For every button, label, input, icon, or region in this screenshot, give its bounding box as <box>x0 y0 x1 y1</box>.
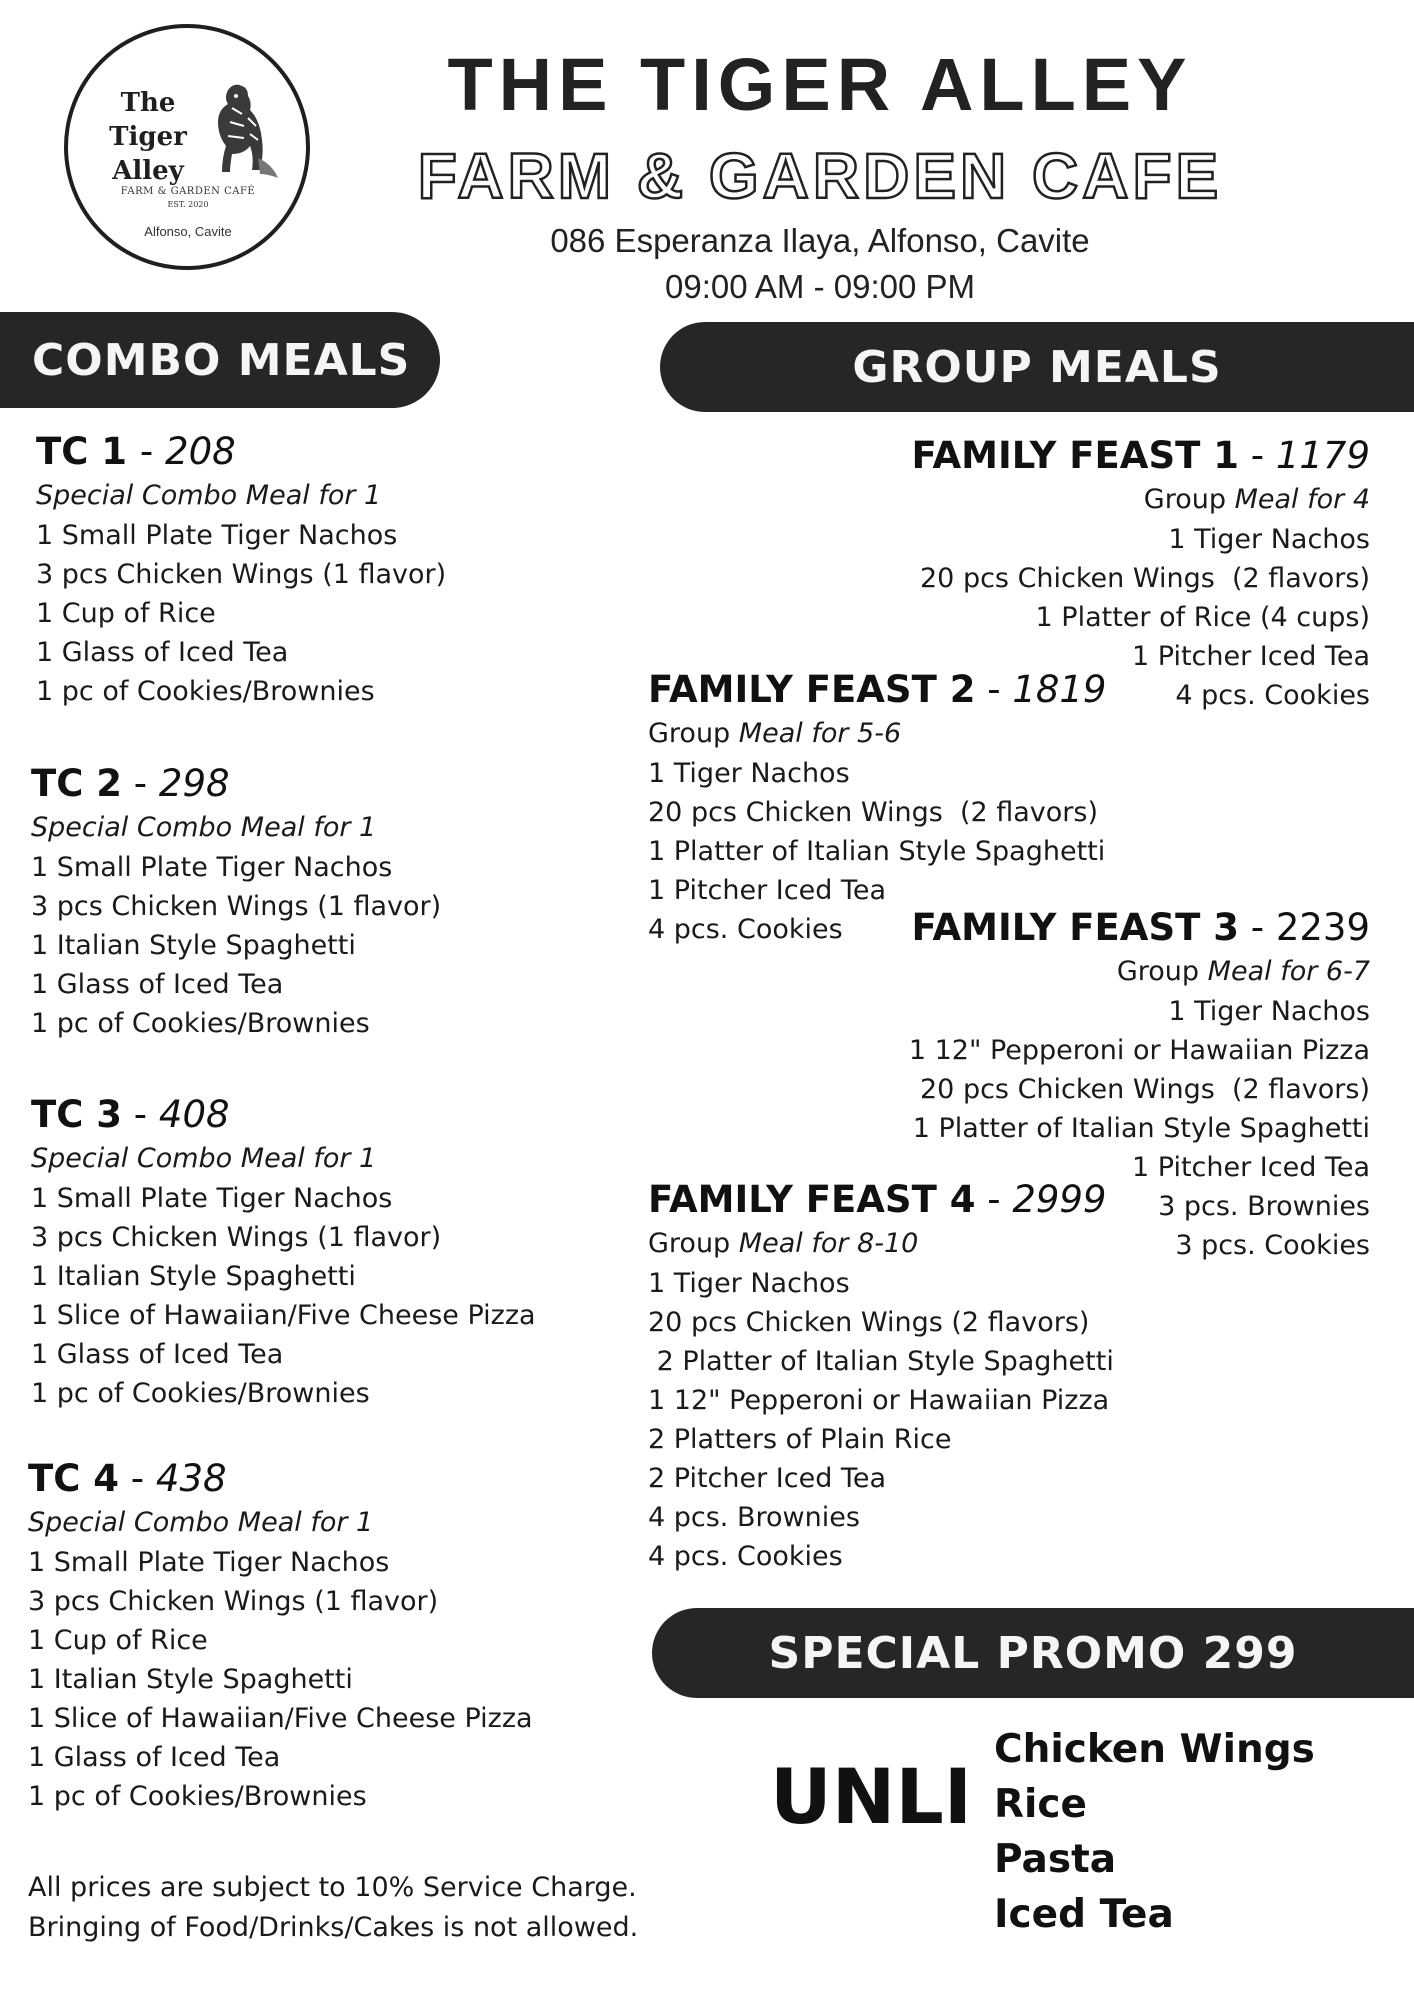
promo-item: Pasta <box>994 1837 1117 1882</box>
logo-name-line: Alley <box>112 156 184 186</box>
menu-line: 1 pc of Cookies/Brownies <box>36 676 375 707</box>
address: 086 Esperanza Ilaya, Alfonso, Cavite <box>550 222 1090 259</box>
desc-part: Meal for 1 <box>240 1143 377 1174</box>
menu-line: 1 pc of Cookies/Brownies <box>28 1781 367 1812</box>
promo-item-list <box>994 1722 1315 1942</box>
menu-item-name: FAMILY FEAST 2 <box>648 668 976 711</box>
promo-item: Chicken Wings <box>994 1727 1315 1772</box>
menu-item-desc <box>36 476 446 516</box>
menu-item-price: 1819 <box>1012 668 1107 711</box>
menu-item-price: 208 <box>165 430 236 473</box>
menu-line: 1 Slice of Hawaiian/Five Cheese Pizza <box>28 1703 533 1734</box>
menu-item-price: 298 <box>158 762 230 805</box>
menu-line: 3 pcs Chicken Wings (1 flavor) <box>28 1586 439 1617</box>
menu-line: 1 Tiger Nachos <box>1168 996 1370 1027</box>
outside-food-note: Bringing of Food/Drinks/Cakes is not allowed. <box>28 1912 639 1943</box>
desc-part: Meal for 6-7 <box>1207 956 1370 987</box>
desc-part: Meal for 8-10 <box>738 1228 919 1259</box>
desc-part: Meal for 1 <box>237 1507 374 1538</box>
combo-tc3 <box>31 1091 536 1413</box>
menu-item-heading: TC 4 - 438 <box>28 1457 227 1500</box>
menu-item-desc <box>912 480 1370 520</box>
menu-line: 1 Platter of Rice (4 cups) <box>1035 602 1370 633</box>
menu-item-desc <box>31 1139 536 1179</box>
menu-line: 1 Pitcher Iced Tea <box>1132 641 1370 672</box>
menu-item-name: FAMILY FEAST 3 <box>911 906 1239 949</box>
menu-line: 1 12" Pepperoni or Hawaiian Pizza <box>908 1035 1370 1066</box>
menu-item-heading: FAMILY FEAST 3 - 2239 <box>911 906 1370 949</box>
menu-line: 3 pcs. Cookies <box>1175 1230 1370 1261</box>
menu-item-price: 438 <box>155 1457 227 1500</box>
desc-part: Meal for 5-6 <box>738 718 902 749</box>
combo-tc4 <box>28 1455 533 1816</box>
menu-item-desc <box>31 808 441 848</box>
logo-location: Alfonso, Cavite <box>144 224 232 239</box>
menu-line: 1 pc of Cookies/Brownies <box>31 1008 370 1039</box>
menu-line: 1 Italian Style Spaghetti <box>31 1261 356 1292</box>
menu-line: 1 pc of Cookies/Brownies <box>31 1378 370 1409</box>
menu-item-price: 2999 <box>1012 1178 1107 1221</box>
menu-item-name: TC 2 <box>31 762 123 805</box>
menu-line: 1 Italian Style Spaghetti <box>28 1664 353 1695</box>
menu-line: 3 pcs. Brownies <box>1158 1191 1370 1222</box>
desc-part: Special Combo <box>31 812 233 843</box>
menu-item-heading: TC 3 - 408 <box>31 1093 230 1136</box>
opening-hours: 09:00 AM - 09:00 PM <box>664 268 975 305</box>
special-promo-banner: SPECIAL PROMO 299 <box>652 1608 1414 1698</box>
menu-line: 1 Slice of Hawaiian/Five Cheese Pizza <box>31 1300 536 1331</box>
group-family-feast-4 <box>648 1176 1114 1576</box>
desc-part: Meal for 4 <box>1234 484 1370 515</box>
menu-item-name: FAMILY FEAST 1 <box>911 434 1239 477</box>
promo-unli-label: UNLI <box>770 1752 973 1841</box>
menu-item-heading: TC 1 - 208 <box>36 430 236 473</box>
page-subtitle: FARM & GARDEN CAFE <box>417 140 1223 212</box>
logo-established: EST. 2020 <box>167 200 209 209</box>
group-meals-banner: GROUP MEALS <box>660 322 1414 412</box>
menu-item-heading: FAMILY FEAST 2 - 1819 <box>648 668 1107 711</box>
menu-line: 1 Small Plate Tiger Nachos <box>28 1547 390 1578</box>
menu-item-name: TC 1 <box>36 430 128 473</box>
menu-line: 1 Pitcher Iced Tea <box>648 875 886 906</box>
menu-item-name: FAMILY FEAST 4 <box>648 1178 976 1221</box>
menu-line: 2 Platter of Italian Style Spaghetti <box>648 1346 1114 1377</box>
menu-line: 1 Small Plate Tiger Nachos <box>31 1183 393 1214</box>
menu-line: 1 Cup of Rice <box>28 1625 208 1656</box>
menu-line: 1 Platter of Italian Style Spaghetti <box>912 1113 1370 1144</box>
desc-part: Group <box>1143 484 1226 515</box>
desc-part: Special Combo <box>36 480 238 511</box>
combo-tc1 <box>36 428 446 711</box>
service-charge-note: All prices are subject to 10% Service Charge. <box>28 1872 637 1903</box>
logo-name <box>108 86 188 188</box>
menu-line: 1 Platter of Italian Style Spaghetti <box>648 836 1106 867</box>
menu-line: 20 pcs Chicken Wings (2 flavors) <box>920 1074 1370 1105</box>
logo-name-line: The <box>120 88 176 118</box>
menu-item-heading: FAMILY FEAST 4 - 2999 <box>648 1178 1107 1221</box>
desc-part: Group <box>648 718 731 749</box>
desc-part: Group <box>648 1228 731 1259</box>
logo-name-line: Tiger <box>109 122 187 152</box>
menu-item-name: TC 3 <box>31 1093 123 1136</box>
promo-item: Iced Tea <box>994 1892 1174 1937</box>
menu-item-desc <box>648 714 1106 754</box>
menu-line: 4 pcs. Brownies <box>648 1502 860 1533</box>
footer-notes <box>28 1868 638 1948</box>
promo-item: Rice <box>994 1782 1087 1827</box>
menu-item-heading: FAMILY FEAST 1 - 1179 <box>911 434 1370 477</box>
menu-item-heading: TC 2 - 298 <box>31 762 230 805</box>
menu-line: 20 pcs Chicken Wings (2 flavors) <box>920 563 1370 594</box>
logo-subtitle: FARM & GARDEN CAFÉ <box>120 186 256 197</box>
desc-part: Group <box>1116 956 1200 987</box>
menu-line: 1 Tiger Nachos <box>648 1268 850 1299</box>
combo-meals-banner: COMBO MEALS <box>0 312 440 408</box>
desc-part: Meal for 1 <box>245 480 382 511</box>
desc-part: Special Combo <box>28 1507 230 1538</box>
menu-line: 1 Glass of Iced Tea <box>31 969 284 1000</box>
menu-item-price: 2239 <box>1275 906 1370 949</box>
menu-line: 1 Cup of Rice <box>36 598 216 629</box>
menu-line: 1 Pitcher Iced Tea <box>1132 1152 1370 1183</box>
page-title: THE TIGER ALLEY <box>447 43 1193 126</box>
menu-item-name: TC 4 <box>28 1457 120 1500</box>
menu-item-desc <box>648 1224 1114 1264</box>
menu-item-desc <box>28 1503 533 1543</box>
desc-part: Special Combo <box>31 1143 233 1174</box>
tiger-icon <box>188 78 288 188</box>
desc-part: Meal for 1 <box>240 812 377 843</box>
menu-line: 1 Small Plate Tiger Nachos <box>31 852 393 883</box>
menu-line: 4 pcs. Cookies <box>1175 680 1370 711</box>
menu-line: 3 pcs Chicken Wings (1 flavor) <box>31 891 442 922</box>
menu-line: 1 Glass of Iced Tea <box>28 1742 281 1773</box>
menu-item-price: 1179 <box>1275 434 1370 477</box>
menu-line: 1 Italian Style Spaghetti <box>31 930 356 961</box>
menu-line: 20 pcs Chicken Wings (2 flavors) <box>648 797 1098 828</box>
menu-line: 1 Glass of Iced Tea <box>36 637 289 668</box>
menu-line: 3 pcs Chicken Wings (1 flavor) <box>31 1222 442 1253</box>
menu-line: 4 pcs. Cookies <box>648 1541 843 1572</box>
menu-line: 20 pcs Chicken Wings (2 flavors) <box>648 1307 1090 1338</box>
menu-line: 4 pcs. Cookies <box>648 914 843 945</box>
menu-line: 1 Small Plate Tiger Nachos <box>36 520 398 551</box>
menu-line: 3 pcs Chicken Wings (1 flavor) <box>36 559 447 590</box>
menu-item-desc <box>909 952 1370 992</box>
combo-tc2 <box>31 760 441 1043</box>
menu-line: 1 Glass of Iced Tea <box>31 1339 284 1370</box>
menu-line: 2 Platters of Plain Rice <box>648 1424 952 1455</box>
menu-item-price: 408 <box>158 1093 230 1136</box>
logo <box>64 24 310 270</box>
menu-line: 1 12" Pepperoni or Hawaiian Pizza <box>648 1385 1110 1416</box>
menu-line: 2 Pitcher Iced Tea <box>648 1463 886 1494</box>
menu-line: 1 Tiger Nachos <box>1168 524 1370 555</box>
menu-line: 1 Tiger Nachos <box>648 758 850 789</box>
